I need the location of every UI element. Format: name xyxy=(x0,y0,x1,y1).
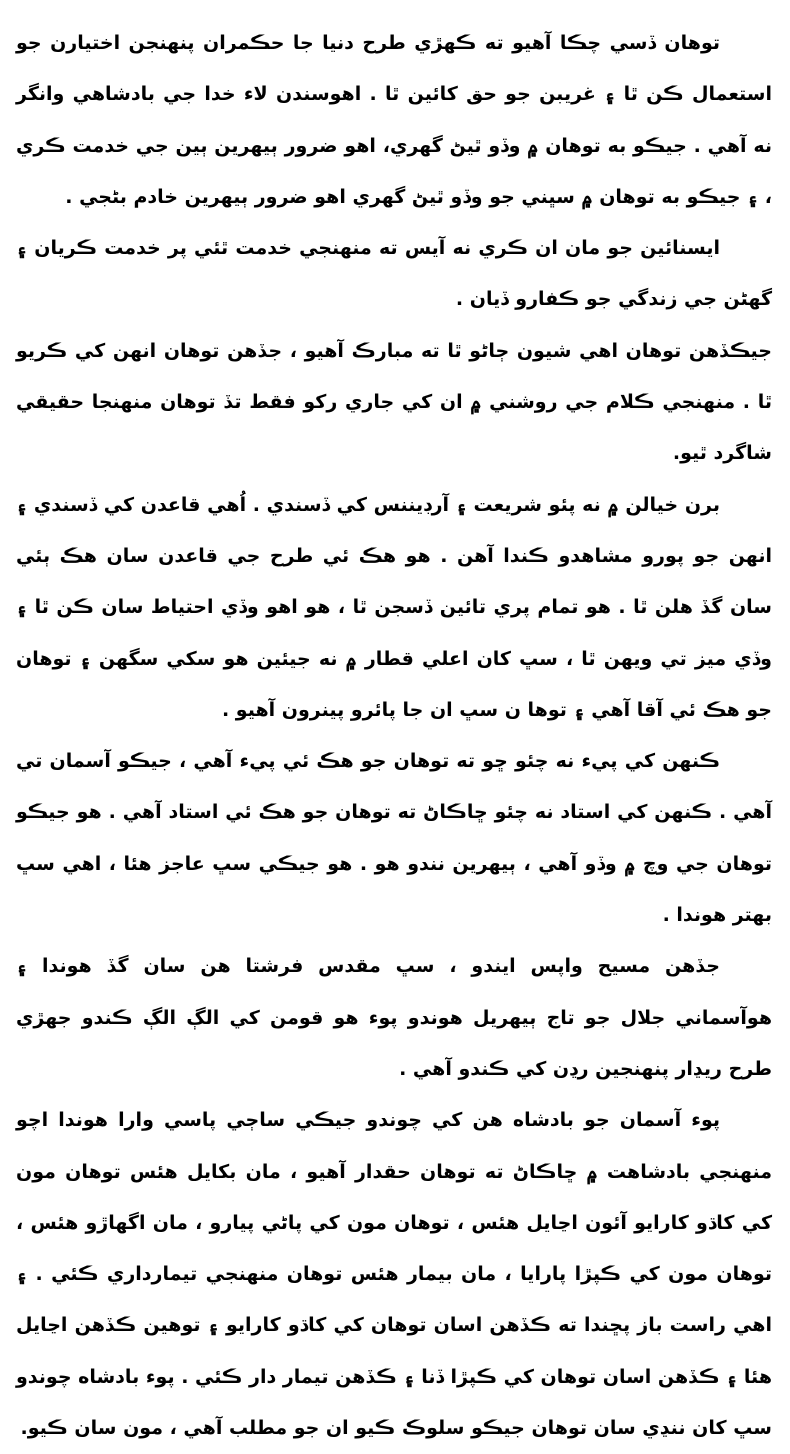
paragraph-2: ايسنائين جو مان ان ڪري نه آيس ته منهنجي خدمت ٿئي پر خدمت ڪريان ۽ گهڻن جي زندگي جو ڪفارو ڏيان . xyxy=(16,237,772,311)
document-body xyxy=(16,18,772,1454)
paragraph-4: برن خيالن ۾ نه پئو شريعت ۽ آرڊيننس کي ڏسندي . اُهي قاعدن کي ڏسندي ۽ انهن جو پورو مشاهدو ڪندا آهن . هو هڪ ئي طرح جي قاعدن سان هڪ ٻئي سان گڏ هلن ٿا . هو تمام پري تائين ڏسجن ٿا ، هو اهو وڏي احتياط سان ڪن ٿا ۽ وڏي ميز تي ويهن ٿا ، سڀ کان اعلي قطار ۾ نه جيئين هو سکي سگهن ۽ توهان جو هڪ ئي آقا آهي ۽ توها ن سڀ ان جا پائرو پينرون آهيو . xyxy=(16,493,772,721)
paragraph-7: پوء آسمان جو بادشاه هن کي چوندو جيڪي ساڄي پاسي وارا هوندا اچو منهنجي بادشاهت ۾ ڇاڪاڻ ته توهان حقدار آهيو ، مان بکايل هئس توهان مون کي کاڌو کارايو آئون اڃايل هئس ، توهان مون کي پاڻي پيارو ، مان اگهاڙو هئس ، توهان مون کي ڪپڙا پارايا ، مان بيمار هئس توهان منهنجي تيمارداري ڪئي . ۽ اهي راست باز پڇندا ته ڪڏهن اسان توهان کي کاڌو کارايو ۽ توهين ڪڏهن اڃايل هئا ۽ ڪڏهن اسان توهان کي ڪپڙا ڏنا ۽ ڪڏهن تيمار دار ڪئي . پوء بادشاه چوندو سڀ کان ننڍي سان توهان جيڪو سلوڪ ڪيو ان جو مطلب آهي ، مون سان ڪيو. xyxy=(16,1109,772,1440)
paragraph-5: ڪنهن کي پيء نه چئو ڇو ته توهان جو هڪ ئي پيء آهي ، جيڪو آسمان تي آهي . ڪنهن کي استاد نه چئو ڇاڪاڻ ته توهان جو هڪ ئي استاد آهي . هو جيڪو توهان جي وچ ۾ وڏو آهي ، ٻيهرين نندو هو . هو جيڪي سڀ عاجز هئا ، اهي سڀ بهتر هوندا . xyxy=(16,750,772,927)
paragraph-3: جيڪڏهن توهان اهي شيون ڄاڻو ٿا ته مبارڪ آهيو ، جڏهن توهان انهن کي ڪريو ٿا . منهنجي ڪلام جي روشني ۾ ان کي جاري رکو فقط تڏ توهان منهنجا حقيقي شاگرد ٿيو. xyxy=(16,339,772,465)
paragraph-6: جڏهن مسيح واپس ايندو ، سڀ مقدس فرشتا هن سان گڏ هوندا ۽ هوآسماني جلال جو تاج ٻيهريل هوندو پوء هو قومن کي الڳ الڳ ڪندو جهڙي طرح ريڍار پنهنجين رڍن کي ڪندو آهي . xyxy=(16,955,772,1080)
paragraph-1: توهان ڏسي چڪا آهيو ته ڪهڙي طرح دنيا جا حڪمران پنهنجن اختيارن جو استعمال ڪن ٿا ۽ غريبن جو حق کائين ٿا . اهوسندن لاء خدا جي بادشاهي وانگر نه آهي . جيڪو به توهان ۾ وڏو ٿيڻ گهري، اهو ضرور ٻيهرين ٻين جي خدمت ڪري ، ۽ جيڪو به توهان ۾ سڀني جو وڏو ٿيڻ گهري اهو ضرور ٻيهرين خادم بڻجي . xyxy=(16,32,772,208)
